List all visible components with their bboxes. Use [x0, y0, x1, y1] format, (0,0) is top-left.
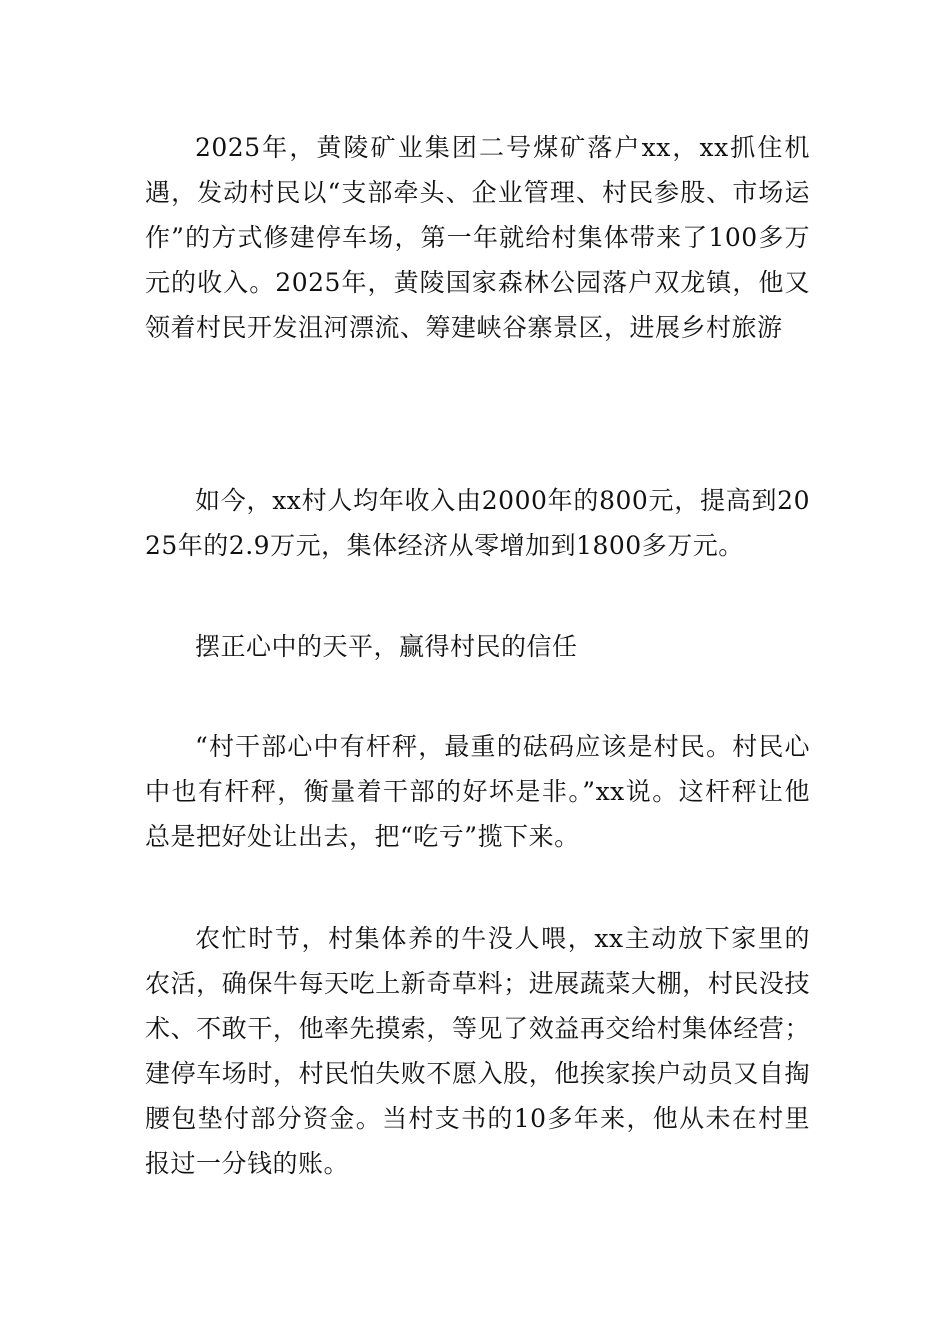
paragraph-farm-work: 农忙时节，村集体养的牛没人喂，xx主动放下家里的农活，确保牛每天吃上新奇草料；进展蔬菜大棚，村民没技术、不敢干，他率先摸索，等见了效益再交给村集体经营；建停车场时，村民怕失败不愿入股，他挨家挨户动员又自掏腰包垫付部分资金。当村支书的10多年来，他从未在村里报过一分钱的账。	[145, 924, 810, 1178]
section-heading: 摆正心中的天平，赢得村民的信任	[195, 632, 578, 661]
paragraph-steelyard-quote: “村干部心中有杆秤，最重的砝码应该是村民。村民心中也有杆秤，衡量着干部的好坏是非。”xx说。这杆秤让他总是把好处让出去，把“吃亏”揽下来。	[145, 732, 810, 851]
paragraph-income-growth: 如今，xx村人均年收入由2000年的800元，提高到2025年的2.9万元，集体经济从零增加到1800多万元。	[145, 486, 810, 560]
paragraph-coal-mine-parking: 2025年，黄陵矿业集团二号煤矿落户xx，xx抓住机遇，发动村民以“支部牵头、企业管理、村民参股、市场运作”的方式修建停车场，第一年就给村集体带来了100多万元的收入。2025年，黄陵国家森林公园落户双龙镇，他又领着村民开发沮河漂流、筹建峡谷寨景区，进展乡村旅游	[145, 133, 810, 342]
